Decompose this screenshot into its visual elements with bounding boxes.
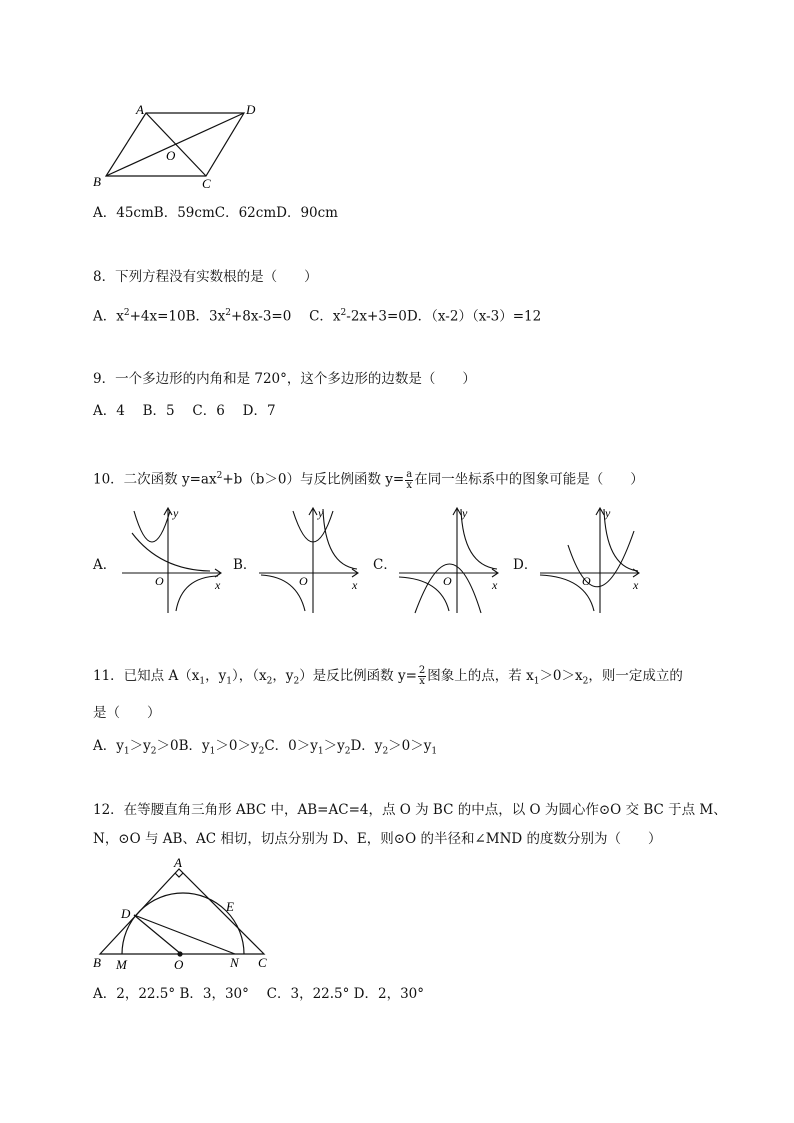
svg-text:D: D	[121, 906, 131, 921]
q12-options: A．2，22.5° B．3，30° C．3，22.5° D．2，30°	[93, 986, 425, 1002]
label-B: B	[93, 174, 101, 189]
q9-options: A．4 B．5 C．6 D．7	[93, 403, 276, 419]
svg-text:x: x	[352, 578, 358, 592]
svg-text:B: B	[93, 955, 101, 970]
svg-text:y: y	[173, 506, 179, 520]
parallelogram-figure	[90, 98, 265, 193]
fraction-2-over-x: $\frac{2}{x}$	[418, 665, 426, 687]
q11-stem-line1: 11．已知点 $A(x_1$，$y_1$），（$x_2$，$y_2$）是反比例函数 y= $\frac{2}{x}$ 图象上的点，若 $x_1>0>x_2$，则一定成立的	[93, 665, 683, 687]
svg-text:A: A	[174, 855, 182, 870]
label-C: C	[202, 176, 211, 191]
q12-stem-line2: N，⊙O 与 AB、AC 相切，切点分别为 D、E，则⊙O 的半径和∠MND 的度数分别为（ ）	[93, 831, 662, 847]
q10-graph-a	[120, 505, 225, 615]
svg-text:O: O	[443, 574, 452, 588]
svg-text:O: O	[582, 574, 591, 588]
svg-text:E: E	[226, 899, 234, 914]
fraction-a-over-x: $\frac{a}{x}$	[406, 468, 413, 491]
q10-stem: 10．二次函数 $y=ax^2+b(b>0)$与反比例函数 y= $\frac{a}{x}$ 在同一坐标系中的图象可能是（ ）	[93, 468, 644, 491]
svg-text:y: y	[318, 506, 324, 520]
svg-text:x: x	[492, 578, 498, 592]
q8-options: A．$x^2+4x=10B$．$3x^2+8x-3=0$ C．$x^2-2x+3=0D$．（x-2）（x-3）=12	[93, 308, 542, 325]
svg-text:O: O	[155, 574, 164, 588]
q10-letter-a: A．	[93, 557, 117, 573]
svg-text:x: x	[633, 578, 639, 592]
q10-letter-b: B．	[233, 557, 257, 573]
svg-text:x: x	[215, 578, 221, 592]
q9-stem: 9．一个多边形的内角和是 720°，这个多边形的边数是（ ）	[93, 371, 476, 387]
q12-triangle-figure	[90, 855, 280, 975]
q11-stem-line2: 是（ ）	[93, 705, 161, 721]
label-A: A	[136, 102, 144, 117]
svg-text:M: M	[116, 957, 127, 972]
q11-options: A．$y_1>y_2>0B$．$y_1>0>y_2C$．$0>y_1>y_2D$．$y_2>0>y_1$	[93, 738, 438, 757]
q10-graph-d	[538, 505, 643, 615]
label-D: D	[246, 102, 256, 117]
q10-letter-d: D．	[513, 557, 538, 573]
svg-text:O: O	[299, 574, 308, 588]
q10-letter-c: C．	[373, 557, 397, 573]
q10-graph-b	[257, 505, 362, 615]
svg-text:C: C	[258, 955, 267, 970]
q10-graph-c	[397, 505, 502, 615]
q12-stem-line1: 12．在等腰直角三角形 ABC 中，AB=AC=4，点 O 为 BC 的中点，以 O 为圆心作⊙O 交 BC 于点 M、	[93, 802, 727, 818]
q7-options: A．45cmB．59cmC．62cmD．90cm	[93, 205, 338, 221]
svg-text:N: N	[230, 955, 239, 970]
svg-text:y: y	[462, 506, 468, 520]
svg-text:O: O	[174, 957, 184, 972]
svg-text:y: y	[605, 506, 611, 520]
q8-stem: 8．下列方程没有实数根的是（ ）	[93, 269, 318, 285]
label-O: O	[166, 148, 176, 163]
